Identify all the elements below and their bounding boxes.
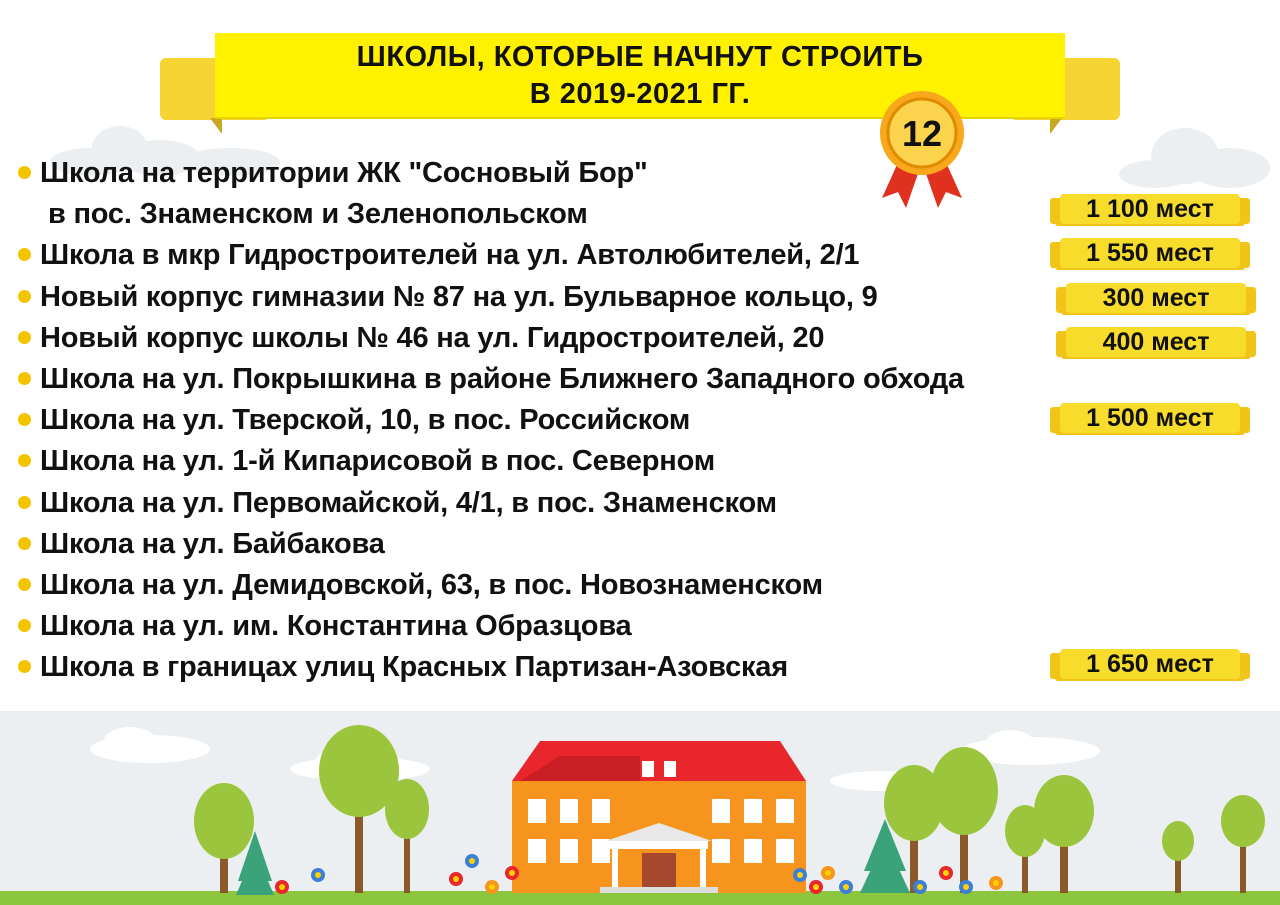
bullet-icon [18,166,31,179]
school-scene-illustration [0,711,1280,905]
list-item [18,647,1118,688]
seats-badge: 400 мест [1066,327,1246,357]
seats-badge: 1 650 мест [1060,649,1240,679]
list-item [18,235,1118,276]
school-name: Новый корпус гимназии № 87 на ул. Бульварное кольцо, 9 [40,280,878,313]
school-name: Новый корпус школы № 46 на ул. Гидростроителей, 20 [40,321,825,354]
banner-fold-right [1050,118,1062,134]
title-line-1: ШКОЛЫ, КОТОРЫЕ НАЧНУТ СТРОИТЬ [356,41,924,73]
bullet-icon [18,248,31,261]
school-name: Школа на территории ЖК "Сосновый Бор" [40,157,648,189]
list-item [18,153,1118,235]
school-name: Школа в мкр Гидростроителей на ул. Автолюбителей, 2/1 [40,239,860,272]
bullet-icon [18,537,31,550]
seats-badge: 1 500 мест [1060,403,1240,433]
school-name: Школа на ул. 1-й Кипарисовой в пос. Северном [40,445,715,478]
medal-number: 12 [901,113,943,154]
school-subline: в пос. Знаменском и Зеленопольском [48,198,588,231]
school-name: Школа в границах улиц Красных Партизан-Азовская [40,651,788,684]
list-item [18,606,1118,647]
seats-badge: 1 550 мест [1060,238,1240,268]
list-item [18,277,1118,318]
bullet-icon [18,660,31,673]
list-item [18,441,1118,482]
list-item [18,483,1118,524]
bullet-icon [18,290,31,303]
banner-fold-left [210,118,222,134]
bullet-icon [18,413,31,426]
school-name: Школа на ул. Первомайской, 4/1, в пос. Знаменском [40,486,777,519]
cloud-top-right [1115,120,1280,190]
seats-badge: 1 100 мест [1060,194,1240,224]
title-line-2: В 2019-2021 ГГ. [529,78,751,110]
list-item [18,359,1118,400]
list-item [18,565,1118,606]
list-item [18,400,1118,441]
school-name: Школа на ул. Тверской, 10, в пос. Российском [40,404,691,437]
school-name: Школа на ул. им. Константина Образцова [40,610,632,643]
list-item [18,524,1118,565]
bullet-icon [18,331,31,344]
school-list [18,153,1118,689]
school-name: Школа на ул. Демидовской, 63, в пос. Новознаменском [40,569,823,602]
bullet-icon [18,619,31,632]
bullet-icon [18,578,31,591]
list-item [18,318,1118,359]
seats-badge: 300 мест [1066,283,1246,313]
school-name: Школа на ул. Байбакова [40,527,385,560]
bullet-icon [18,372,31,385]
bullet-icon [18,496,31,509]
school-name: Школа на ул. Покрышкина в районе Ближнего Западного обхода [40,363,964,396]
bullet-icon [18,454,31,467]
